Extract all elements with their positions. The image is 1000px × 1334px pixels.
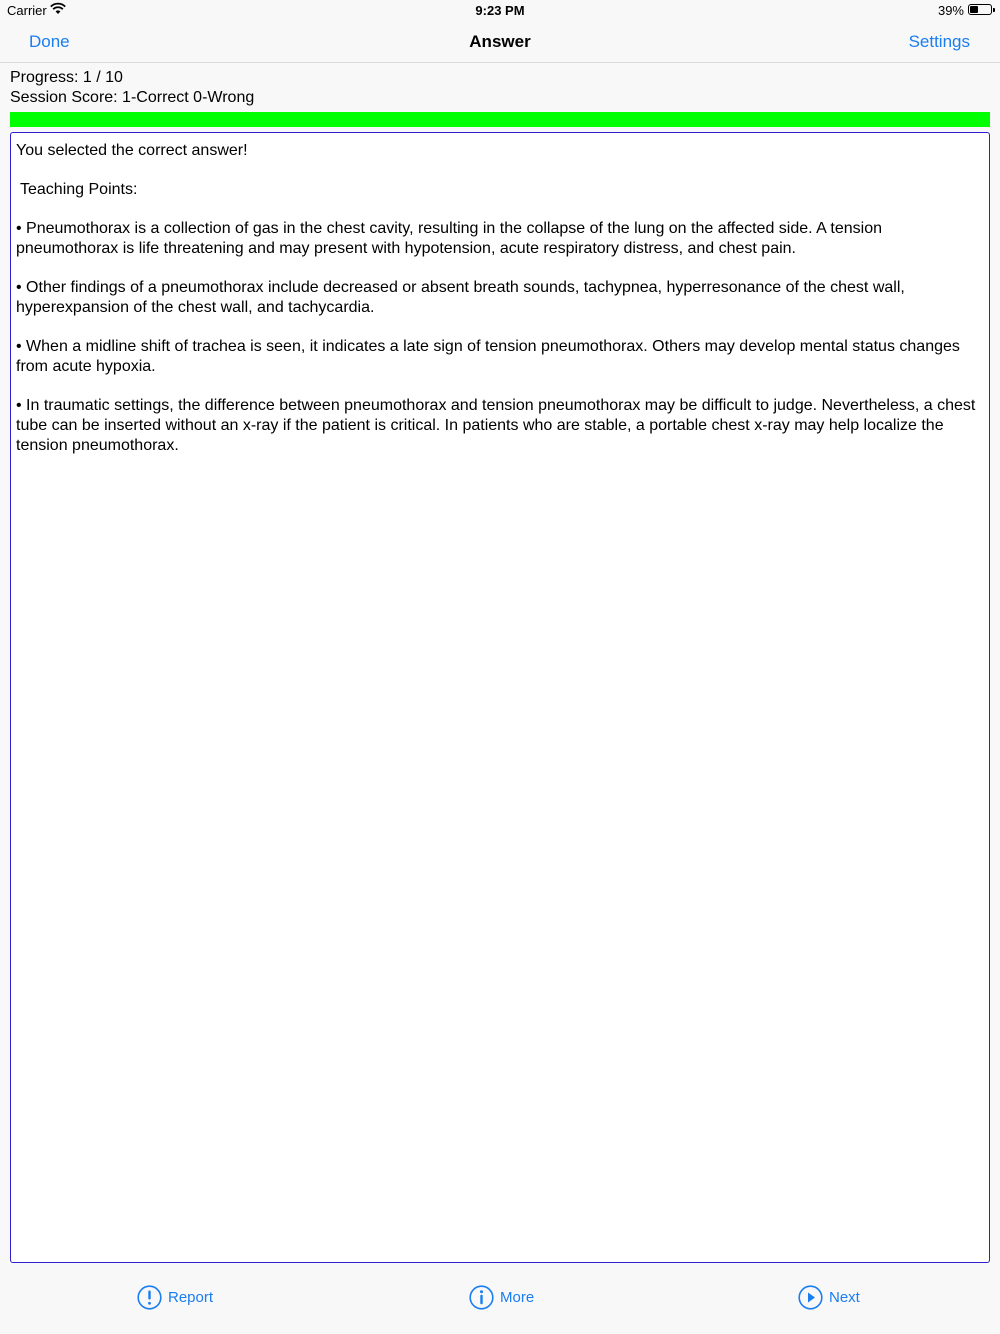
more-button[interactable] <box>469 1284 534 1310</box>
progress-label: Progress: 1 / 10 <box>10 69 123 86</box>
more-label: More <box>500 1288 535 1306</box>
answer-result: You selected the correct answer! <box>16 142 248 159</box>
status-bar <box>0 0 1000 22</box>
page-title: Answer <box>469 32 531 51</box>
battery-percent: 39% <box>937 3 964 18</box>
clock: 9:23 PM <box>475 3 525 18</box>
report-button[interactable] <box>137 1284 213 1310</box>
battery-icon <box>968 4 992 15</box>
teaching-point: • Pneumothorax is a collection of gas in the chest cavity, resulting in the collapse of the lung on the affected side. A tension pneumothorax is life threatening and may present with hypotension, acute respiratory distress, and chest pain. <box>16 220 882 257</box>
teaching-point: • When a midline shift of trachea is seen, it indicates a late sign of tension pneumothorax. Others may develop mental status changes from acute hypoxia. <box>16 338 960 375</box>
session-score-label: Session Score: 1-Correct 0-Wrong <box>10 89 255 106</box>
carrier-label: Carrier <box>7 3 47 18</box>
teaching-points-heading: Teaching Points: <box>20 181 138 198</box>
report-label: Report <box>168 1288 214 1306</box>
settings-button[interactable]: Settings <box>908 32 970 51</box>
next-button[interactable] <box>798 1284 860 1310</box>
answer-text-view[interactable] <box>10 132 990 1263</box>
teaching-point: • In traumatic settings, the difference between pneumothorax and tension pneumothorax may be difficult to judge. Nevertheless, a chest tube can be inserted without an x-ray if the patient is critical. In patients who are stable, a portable chest x-ray may help localize the tension pneumothorax. <box>16 397 976 454</box>
done-button[interactable]: Done <box>29 32 70 51</box>
bottom-toolbar <box>0 1270 1000 1334</box>
next-label: Next <box>829 1288 860 1306</box>
session-info <box>10 68 990 108</box>
navigation-bar <box>0 22 1000 63</box>
battery-fill <box>970 6 978 13</box>
teaching-point: • Other findings of a pneumothorax include decreased or absent breath sounds, tachypnea, hyperresonance of the chest wall, hyperexpansion of the chest wall, and tachycardia. <box>16 279 905 316</box>
play-circle-icon <box>798 1285 823 1310</box>
progress-bar-fill <box>10 112 990 127</box>
progress-bar <box>10 112 990 127</box>
exclamation-circle-icon <box>137 1285 162 1310</box>
info-circle-icon <box>469 1285 494 1310</box>
